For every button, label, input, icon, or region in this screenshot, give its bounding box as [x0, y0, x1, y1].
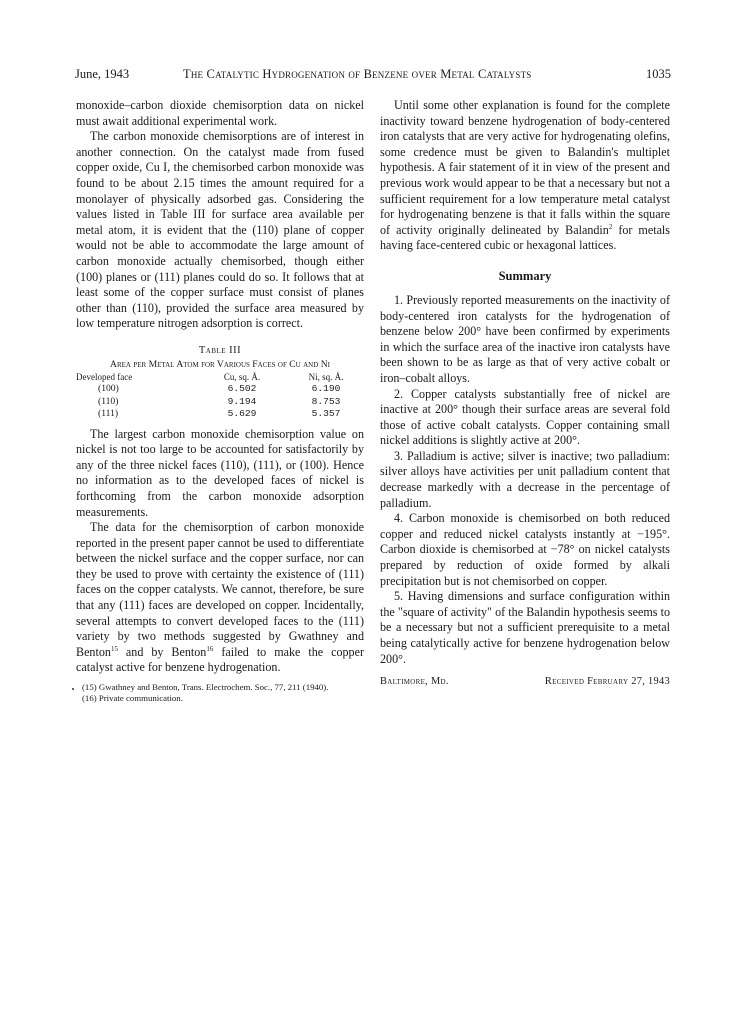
paragraph	[76, 520, 364, 676]
left-column	[76, 98, 364, 704]
reference-marker: 15	[110, 644, 118, 653]
table-cell: 8.753	[311, 395, 341, 407]
right-column	[380, 98, 670, 689]
page-number: 1035	[646, 67, 671, 81]
paragraph-text: and by Benton	[117, 644, 207, 659]
received-date: Received February 27, 1943	[544, 676, 670, 688]
table-row	[76, 396, 364, 408]
running-title: The Catalytic Hydrogenation of Benzene over Metal Catalysts	[183, 67, 532, 81]
column-header: Cu, sq. Å.	[223, 371, 261, 382]
table-cell: (110)	[98, 395, 119, 407]
section-heading: Summary	[498, 268, 552, 283]
table-cell: (111)	[98, 408, 119, 420]
paragraph-text: for metals having face-centered cubic or hexagonal lattices.	[380, 222, 671, 253]
footnotes	[76, 682, 364, 704]
table-header-row	[76, 371, 364, 383]
column-header: Developed face	[76, 371, 133, 382]
table-cell: 6.502	[227, 383, 257, 395]
reference-marker: 16	[206, 644, 214, 653]
summary-item: 1. Previously reported measurements on the inactivity of body-centered iron catalysts for the hydrogenation of benzene below 200° have been confirmed by experiments in which the surface area of the inactive iron catalysts have been shown to be as large as that of very active cobalt or iron–cobalt alloys.	[380, 292, 670, 385]
table-label: Table III	[198, 344, 242, 356]
paragraph-text: The data for the chemisorption of carbon monoxide reported in the present paper cannot be used to differentiate between the nickel surface and the copper surface, nor can they be used to prove with certainty the existence of (111) faces on the copper catalysts. We cannot, therefore, be sure that any (111) faces are developed on copper. Incidentally, several attempts to convert developed faces to the (111) variety by two methods suggested by Gwathney and Benton	[76, 520, 364, 659]
paragraph: The carbon monoxide chemisorptions are of interest in another connection. On the catalyst made from fused copper oxide, Cu I, the chemisorbed carbon monoxide was found to be about 2.15 times the amount required for a monolayer of physically adsorbed gas. Considering the values listed in Table III for surface area available per metal atom, it is evident that the (110) plane of copper would not be able to accommodate the large amount of carbon monoxide actually chemisorbed, though either (100) planes or (111) planes could do so. It follows that at least some of the copper surface must consist of planes other than (110), provided the surface area measured by low temperature nitrogen adsorption is correct.	[76, 129, 364, 331]
data-table	[76, 371, 364, 421]
summary-item: 4. Carbon monoxide is chemisorbed on both reduced copper and reduced nickel catalysts instantly at −195°. Carbon dioxide is chemisorbed at −78° on nickel catalysts prepared by reduction of oxide formed by alkali precipitation but is not chemisorbed on copper.	[380, 511, 670, 588]
signature-line	[380, 675, 670, 689]
paragraph: The largest carbon monoxide chemisorption value on nickel is not too large to be accounted for satisfactorily by any of the three nickel faces (110), (111), or (100). Hence no information as to the developed faces of nickel is forthcoming from the carbon monoxide adsorption measurements.	[76, 426, 364, 519]
reference-marker: 2	[608, 222, 613, 231]
table-title: Area per Metal Atom for Various Faces of Cu and Ni	[110, 358, 330, 370]
column-header: Ni, sq. Å.	[308, 371, 344, 382]
footnote: (16) Private communication.	[82, 693, 183, 704]
author-location: Baltimore, Md.	[380, 676, 449, 688]
paragraph-text: failed to make the copper catalyst active for benzene hydrogenation.	[76, 644, 365, 675]
table-cell: 5.629	[227, 408, 257, 420]
table-cell: (100)	[98, 383, 119, 395]
paragraph-text: Until some other explanation is found for the complete inactivity toward benzene hydrogenation of body-centered iron catalysts that are very active for hydrogenating olefins, some credence must be given to Balandin's multiplet hypothesis. A fair statement of it in view of the present and previous work would appear to be that a necessary but not a sufficient requirement for a low temperature metal catalyst for hydrogenating benzene is that it falls within the square of activity originally delineated by Balandin	[380, 98, 670, 237]
summary-item: 2. Copper catalysts substantially free of nickel are inactive at 200° though their surface areas are several fold those of active cobalt catalysts. Copper containing small nickel additions is slightly active at 200°.	[380, 386, 670, 448]
summary-item: 5. Having dimensions and surface configuration within the "square of activity" of the Balandin hypothesis seems to be a necessary but not a sufficient prerequisite to a metal being catalytically active for benzene hydrogenation below 200°.	[380, 589, 670, 666]
paragraph: monoxide–carbon dioxide chemisorption data on nickel must await additional experimental work.	[76, 98, 364, 128]
table-row	[76, 408, 364, 420]
running-head	[75, 66, 671, 82]
table-cell: 9.194	[227, 395, 257, 407]
table-row	[76, 383, 364, 395]
issue-date: June, 1943	[75, 67, 130, 81]
print-speck	[72, 688, 74, 690]
footnote: (15) Gwathney and Benton, Trans. Electrochem. Soc., 77, 211 (1940).	[82, 682, 329, 693]
table-cell: 5.357	[311, 408, 341, 420]
summary-item: 3. Palladium is active; silver is inactive; two palladium: silver alloys have activities per unit palladium content that decrease markedly with a decrease in the percentage of palladium.	[380, 448, 670, 510]
table-cell: 6.190	[311, 383, 341, 395]
paragraph	[380, 98, 670, 254]
